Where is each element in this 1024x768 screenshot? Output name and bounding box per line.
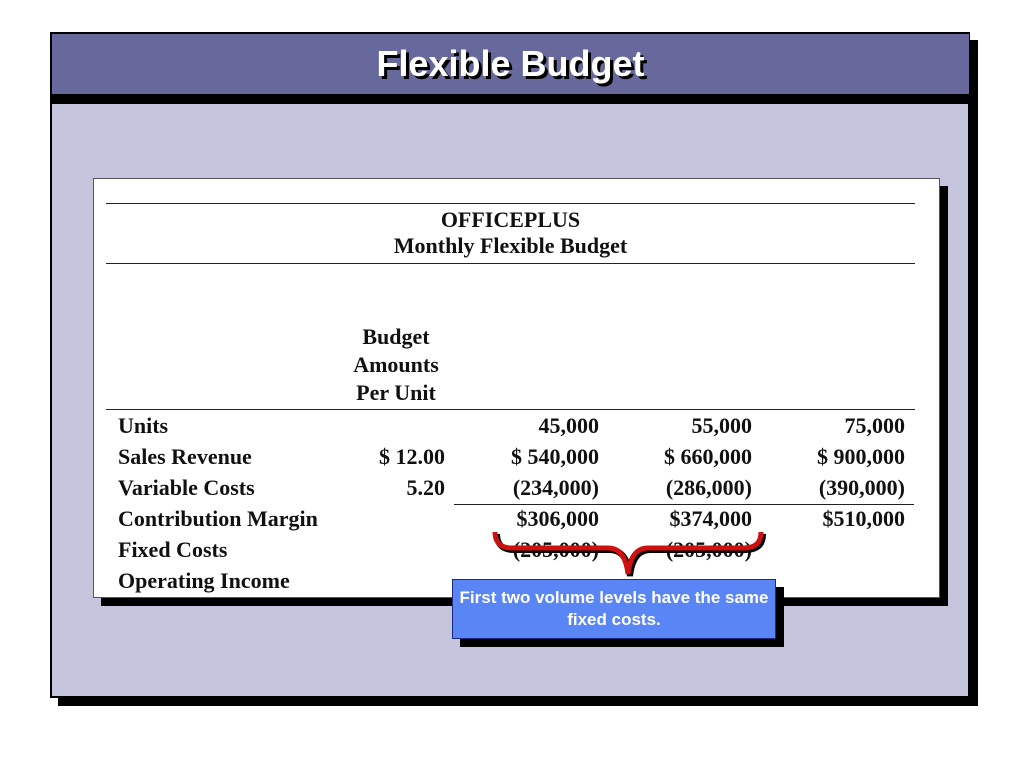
row-label: Sales Revenue [118, 444, 252, 469]
value-cell: 45,000 [538, 413, 599, 438]
value-cell: $306,000 [516, 506, 599, 531]
units-rule [106, 409, 915, 410]
contribution-margin-rule [454, 504, 914, 505]
per-unit-cell: $ 12.00 [379, 444, 445, 469]
table-row [106, 411, 915, 442]
report-subtitle: Monthly Flexible Budget [393, 233, 628, 258]
budget-report [106, 203, 915, 593]
value-cell: $ 660,000 [664, 444, 752, 469]
slide-title: Flexible Budget [376, 43, 645, 84]
column-header-line: Budget [362, 324, 430, 349]
row-label: Operating Income [118, 568, 290, 593]
callout-text: First two volume levels have the same fixed costs. [459, 588, 769, 629]
value-cell: $ 540,000 [511, 444, 599, 469]
value-cell: 75,000 [844, 413, 905, 438]
callout-box [452, 579, 776, 639]
value-cell: (234,000) [512, 475, 599, 500]
curly-brace-icon [490, 530, 770, 582]
table-row [106, 442, 915, 473]
column-header-line: Amounts [353, 352, 439, 377]
row-label: Units [118, 413, 169, 438]
value-cell: $374,000 [669, 506, 752, 531]
top-rule [106, 203, 915, 204]
header-rule [106, 263, 915, 264]
per-unit-cell: 5.20 [406, 475, 445, 500]
title-bar [52, 34, 969, 96]
company-name: OFFICEPLUS [440, 207, 581, 232]
value-cell: (205,000) [665, 537, 752, 562]
row-label: Contribution Margin [118, 506, 318, 531]
row-label: Fixed Costs [118, 537, 228, 562]
value-cell: $ 900,000 [817, 444, 905, 469]
value-cell: (205,000) [512, 537, 599, 562]
per-unit-column-header [346, 323, 446, 407]
column-header-line: Per Unit [356, 380, 436, 405]
table-row [106, 473, 915, 504]
value-cell: $510,000 [822, 506, 905, 531]
value-cell: 55,000 [691, 413, 752, 438]
value-cell: (390,000) [818, 475, 905, 500]
row-label: Variable Costs [118, 475, 255, 500]
value-cell: (286,000) [665, 475, 752, 500]
